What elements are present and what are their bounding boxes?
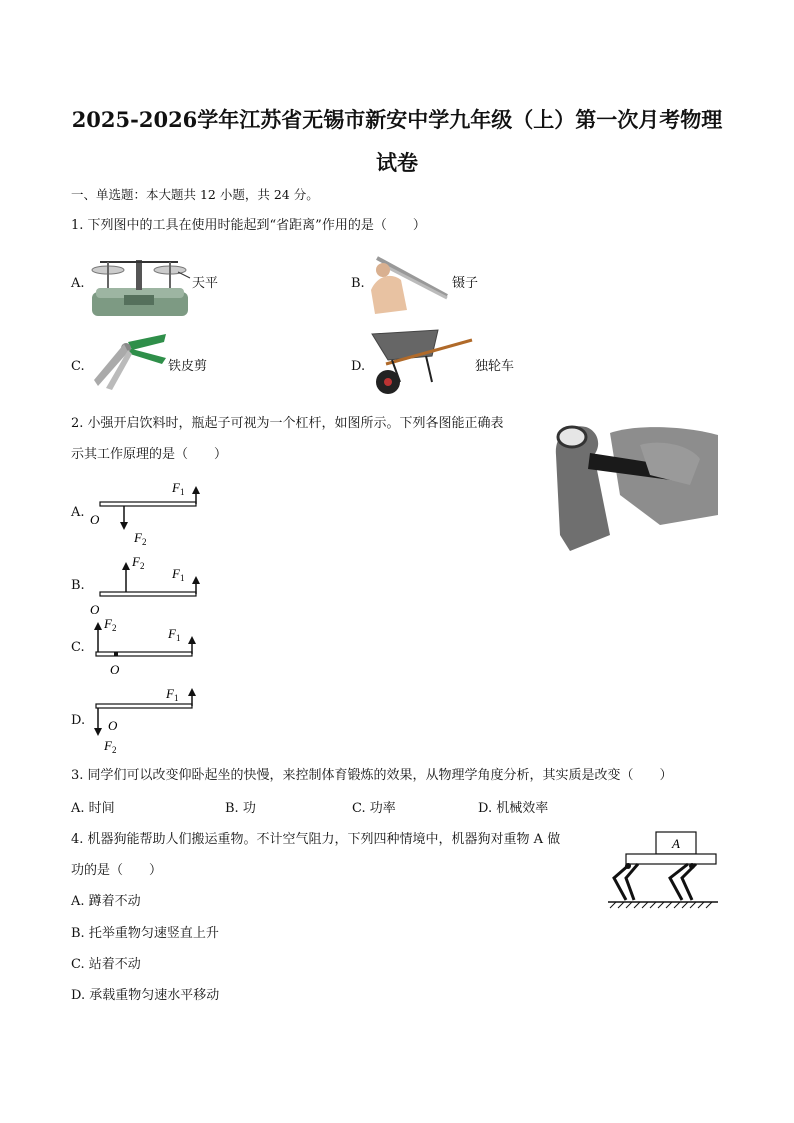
svg-text:F2 <box>103 616 116 633</box>
q3-option-c: C. 功率 <box>352 801 396 816</box>
q1-option-c-label: C. <box>71 359 85 374</box>
bottle-opener-photo <box>550 415 720 552</box>
q2-option-d-label: D. <box>71 713 86 728</box>
section-heading: 一、单选题：本大题共 12 小题，共 24 分。 <box>71 187 319 202</box>
subscript-2: 2 <box>141 537 147 547</box>
q1-option-a-text: 天平 <box>192 276 219 291</box>
subscript-1: 1 <box>179 573 185 583</box>
svg-text:F1 <box>165 686 178 703</box>
q1-option-b-text: 镊子 <box>452 276 479 291</box>
exam-title-line2: 试卷 <box>376 150 418 175</box>
q3-option-b: B. 功 <box>225 801 256 816</box>
pivot-o-label: O <box>110 662 120 677</box>
exam-title-line1: 2025-2026学年江苏省无锡市新安中学九年级（上）第一次月考物理 <box>71 107 723 132</box>
svg-text:F2 <box>103 738 116 755</box>
q3-option-d: D. 机械效率 <box>478 801 549 816</box>
q4-option-b: B. 托举重物匀速竖直上升 <box>71 926 219 941</box>
force-f-label: F <box>104 738 112 753</box>
q3-option-a: A. 时间 <box>71 801 115 816</box>
q1-stem: 1. 下列图中的工具在使用时能起到“省距离”作用的是（ ） <box>71 218 426 233</box>
q1-option-d-text: 独轮车 <box>475 359 515 374</box>
force-f-label: F <box>172 480 180 495</box>
pivot-o-label: O <box>90 602 100 617</box>
lever-diagram-a <box>86 478 216 548</box>
q3-stem: 3. 同学们可以改变仰卧起坐的快慢，来控制体育锻炼的效果，从物理学角度分析，其实质是改变（ ） <box>71 768 673 783</box>
svg-text:F2 <box>133 530 146 547</box>
force-f-label: F <box>134 530 142 545</box>
balance-scale-image <box>86 248 192 320</box>
q1-option-b-label: B. <box>351 276 365 291</box>
force-f-label: F <box>172 566 180 581</box>
q2-option-c-label: C. <box>71 640 85 655</box>
svg-text:F1 <box>167 626 180 643</box>
q2-stem-line1: 2. 小强开启饮料时，瓶起子可视为一个杠杆，如图所示。下列各图能正确表 <box>71 416 504 431</box>
subscript-2: 2 <box>111 623 117 633</box>
svg-text:F1 <box>171 566 184 583</box>
wheelbarrow-image <box>366 326 476 398</box>
lever-diagram-c <box>86 616 216 680</box>
q4-option-a: A. 蹲着不动 <box>71 894 141 909</box>
force-f-label: F <box>168 626 176 641</box>
q4-option-d: D. 承载重物匀速水平移动 <box>71 988 220 1003</box>
q1-option-c-text: 铁皮剪 <box>168 359 208 374</box>
subscript-2: 2 <box>139 561 145 571</box>
pivot-o-label: O <box>108 718 118 733</box>
lever-diagram-b <box>86 552 216 618</box>
q2-option-b-label: B. <box>71 578 85 593</box>
q1-option-a-label: A. <box>71 276 85 291</box>
force-f-label: F <box>166 686 174 701</box>
q2-option-a-label: A. <box>71 505 85 520</box>
robot-dog-diagram <box>604 828 722 912</box>
tweezers-image <box>367 250 451 316</box>
svg-text:F2 <box>131 554 144 571</box>
subscript-2: 2 <box>111 745 117 755</box>
subscript-1: 1 <box>173 693 179 703</box>
q4-stem-line1: 4. 机器狗能帮助人们搬运重物。不计空气阻力，下列四种情境中，机器狗对重物 A 做 <box>71 832 561 847</box>
force-f-label: F <box>132 554 140 569</box>
box-a-label: A <box>672 836 680 851</box>
q2-stem-line2: 示其工作原理的是（ ） <box>71 447 228 462</box>
subscript-1: 1 <box>179 487 185 497</box>
pivot-o-label: O <box>90 512 100 527</box>
subscript-1: 1 <box>175 633 181 643</box>
q4-stem-line2: 功的是（ ） <box>71 863 163 878</box>
q1-option-d-label: D. <box>351 359 366 374</box>
force-f-label: F <box>104 616 112 631</box>
tin-snips-image <box>88 328 168 394</box>
lever-diagram-d <box>86 684 216 756</box>
svg-text:F1 <box>171 480 184 497</box>
q4-option-c: C. 站着不动 <box>71 957 141 972</box>
